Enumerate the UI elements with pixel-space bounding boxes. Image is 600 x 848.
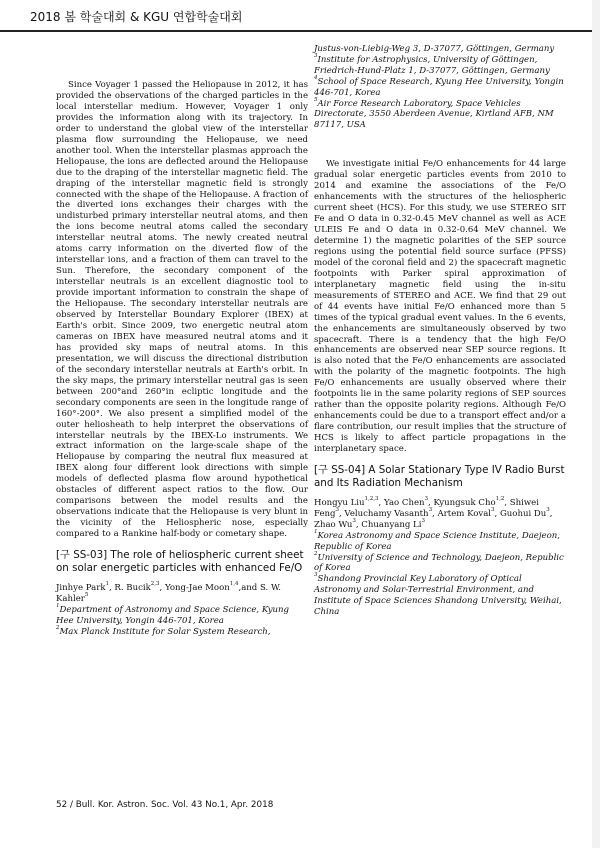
affiliation-ss03-2-cont: Justus-von-Liebig-Weg 3, D-37077, Göttingen, Germany (314, 44, 555, 54)
affiliation-ss03-3: $^3$Institute for Astrophysics, University of Göttingen, Friedrich-Hund-Platz 1, D-37077, Göttingen, Germany (314, 52, 550, 76)
affiliation-ss03-4: $^4$School of Space Research, Kyung Hee University, Yongin 446-701, Korea (314, 74, 564, 98)
header-title: 2018 봄 학술대회 & KGU 연합학술대회 (30, 10, 243, 24)
page-footer: 52 / Bull. Kor. Astron. Soc. Vol. 43 No.1, Apr. 2018 (56, 800, 274, 810)
left-column (56, 80, 308, 638)
affiliation-ss04-3: $^3$Shandong Provincial Key Laboratory of Optical Astronomy and Solar-Terrestrial Environment, and Institute of Space Sciences Shandong University, Weihai, China (314, 572, 562, 618)
abstract-ss03-body: We investigate initial Fe/O enhancements for 44 large gradual solar energetic particles events from 2010 to 2014 and examine the associations of the Fe/O enhancements with the structures of the heliospheric current sheet (HCS). For this study, we use STEREO SIT Fe and O data in 0.32-0.45 MeV channel as well as ACE ULEIS Fe and O data in 0.32-0.64 MeV channel. We determine 1) the magnetic polarities of the SEP source regions using the potential field source surface (PFSS) model of the coronal field and 2) the spacecraft magnetic footpoints with Parker spiral approximation of interplanetary magnetic field using the in-situ measurements of STEREO and ACE. We find that 29 out of 44 events have initial Fe/O enhanced more than 5 times of the typical gradual event values. In the 6 events, the enhancements are simultaneously observed by two spacecraft. There is a tendency that the high Fe/O enhancements are observed near SEP source regions. It is also noted that the Fe/O enhancements are associated with the polarity of the magnetic footpoints. The high Fe/O enhancements are usually observed where their footpoints lie in the same polarity regions of SEP sources rather than the opposite polarity regions. Although Fe/O enhancements could be due to a transport effect and/or a flare contribution, our result implies that the structure of HCS is likely to affect particle propagations in the interplanetary space. (314, 159, 566, 455)
authors-ss04: Hongyu Liu$^{1,2,3}$, Yao Chen$^3$, Kyungsuk Cho$^{1,2}$, Shiwei Feng$^3$, Veluchamy Vasanth$^3$, Artem Koval$^3$, Guohui Du$^3$, Zhao Wu$^3$, Chuanyang Li$^3$ (314, 495, 553, 530)
session-title-ss03: [구 SS-03] The role of heliospheric current sheet on solar energetic particles with enhanced Fe/O (56, 549, 304, 575)
running-header (0, 0, 600, 32)
affiliation-ss04-2: $^2$University of Science and Technology, Daejeon, Republic of Korea (314, 550, 564, 574)
session-title-ss04: [구 SS-04] A Solar Stationary Type IV Radio Burst and Its Radiation Mechanism (314, 463, 565, 489)
abstract-ss02-body: Since Voyager 1 passed the Heliopause in 2012, it has provided the observations of the charged particles in the local interstellar medium. However, Voyager 1 only provides the information along with its trajectory. In order to understand the global view of the interstellar plasma flow surrounding the Heliopause, we need another tool. When the interstellar plasmas approach the Heliopause, the ions are deflected around the Heliopause due to the draping of the interstellar magnetic field. The draping of the interstellar magnetic field is strongly connected with the shape of the Heliopause. A fraction of the diverted ions exchanges their charges with the undisturbed primary interstellar neutral atoms, and then the ions become neutral atoms called the secondary interstellar neutral atoms. The newly created neutral atoms carry information on the diverted flow of the interstellar ions, and a fraction of them can travel to the Sun. Therefore, the secondary component of the interstellar neutrals is an excellent diagnostic tool to provide important information to constrain the shape of the Heliopause. The secondary interstellar neutrals are observed by Interstellar Boundary Explorer (IBEX) at Earth's orbit. Since 2009, two energetic neutral atom cameras on IBEX have measured neutral atoms and it has provided sky maps of neutral atoms. In this presentation, we will discuss the directional distribution of the secondary interstellar neutrals at Earth's orbit. In the sky maps, the primary interstellar neutral gas is seen between 200°and 260°in ecliptic longitude and the secondary components are seen in the longitude range of 160°-200°. We also present a simplified model of the outer heliosheath to help interpret the observations of interstellar neutrals by the IBEX-Lo instruments. We extract information on the large-scale shape of the Heliopause by comparing the neutral flux measured at IBEX along four different look directions with simple models of deflected plasma flow around hypothetical obstacles of different aspect ratios to the flow. Our comparisons between the model results and the observations indicate that the Heliopause is very blunt in the vicinity of the Heliospheric nose, especially compared to a Rankine half-body or cometary shape. (56, 80, 308, 540)
affiliation-ss03-2: $^2$Max Planck Institute for Solar System Research, (56, 624, 271, 637)
affiliation-ss03-5: $^5$Air Force Research Laboratory, Space Vehicles Directorate, 3550 Aberdeen Avenue, Kirtland AFB, NM 87117, USA (314, 96, 554, 131)
page-edge (592, 0, 600, 848)
affiliation-ss03-1: $^1$Department of Astronomy and Space Science, Kyung Hee University, Yongin 446-701, Korea (56, 602, 290, 626)
authors-ss03: Jinhye Park$^1$, R. Bucik$^{2,3}$, Yong-Jae Moon$^{1,4}$,and S. W. Kahler$^5$ (56, 581, 281, 604)
right-column (314, 44, 566, 618)
header-rule (0, 30, 600, 32)
affiliation-ss04-1: $^1$Korea Astronomy and Space Science Institute, Daejeon, Republic of Korea (314, 528, 560, 552)
